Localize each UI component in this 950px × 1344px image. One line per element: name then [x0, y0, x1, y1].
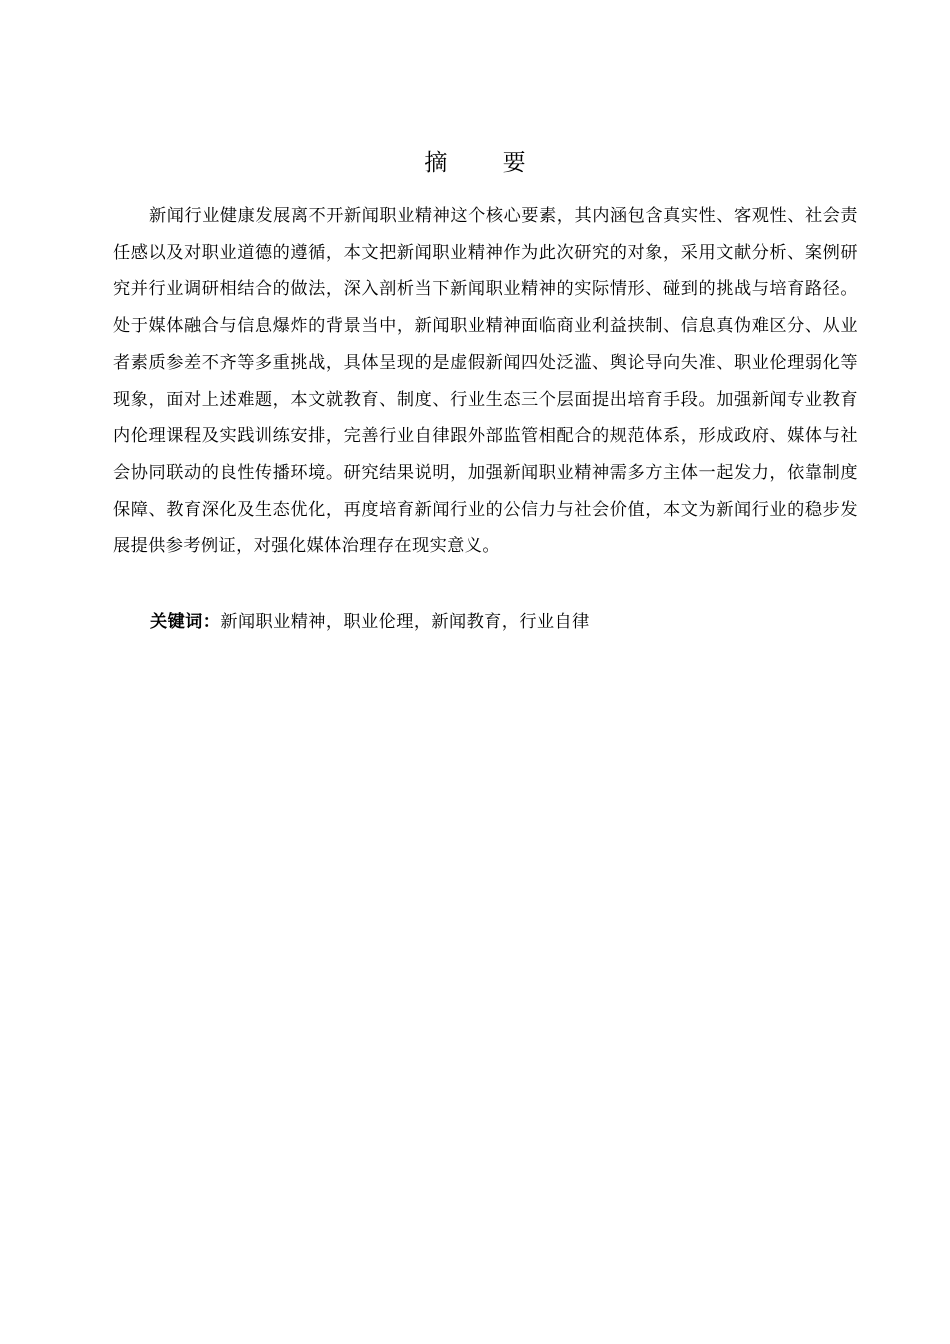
keywords-line — [150, 604, 850, 640]
abstract-title: 摘 要 — [424, 150, 550, 176]
abstract-body: 新闻行业健康发展离不开新闻职业精神这个核心要素，其内涵包含真实性、客观性、社会责任感以及对职业道德的遵循，本文把新闻职业精神作为此次研究的对象，采用文献分析、案例研究并行业调研相结合的做法，深入剖析当下新闻职业精神的实际情形、碰到的挑战与培育路径。处于媒体融合与信息爆炸的背景当中，新闻职业精神面临商业利益挟制、信息真伪难区分、从业者素质参差不齐等多重挑战，具体呈现的是虚假新闻四处泛滥、舆论导向失准、职业伦理弱化等现象，面对上述难题，本文就教育、制度、行业生态三个层面提出培育手段。加强新闻专业教育内伦理课程及实践训练安排，完善行业自律跟外部监管相配合的规范体系，形成政府、媒体与社会协同联动的良性传播环境。研究结果说明，加强新闻职业精神需多方主体一起发力，依靠制度保障、教育深化及生态优化，再度培育新闻行业的公信力与社会价值，本文为新闻行业的稳步发展提供参考例证，对强化媒体治理存在现实意义。 — [113, 206, 858, 557]
keywords-label: 关键词： — [150, 612, 221, 632]
keywords-list: 新闻职业精神，职业伦理，新闻教育，行业自律 — [220, 612, 590, 632]
